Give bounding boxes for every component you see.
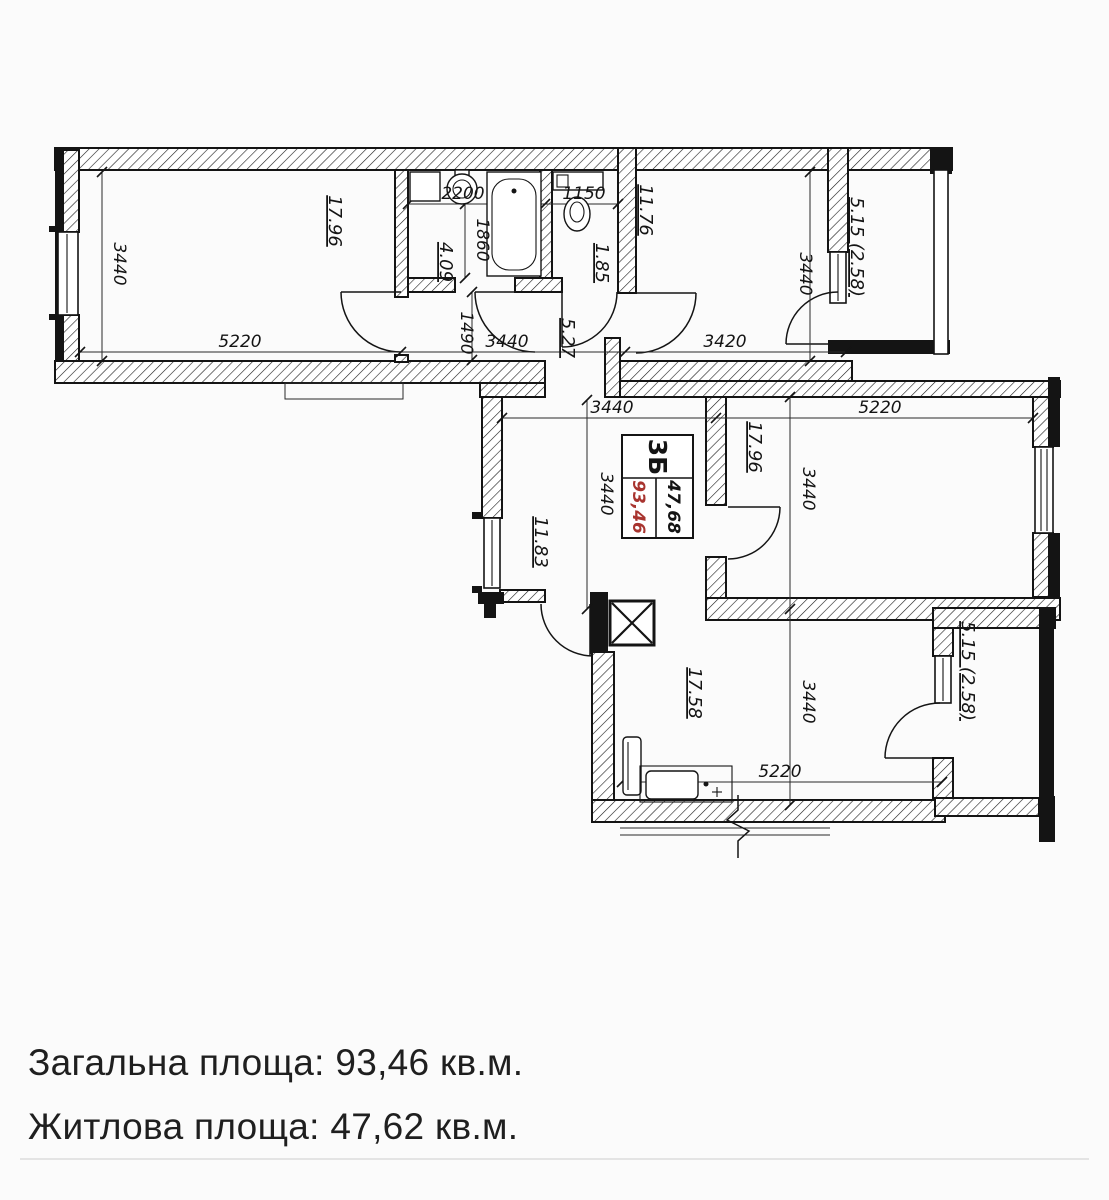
label-hall-area: 11.83 [530, 516, 551, 568]
vent-shaft [610, 601, 654, 645]
dim-bath-width: 2200 [441, 184, 485, 204]
dim-room1-width: 5220 [218, 332, 262, 352]
footer-divider [20, 1158, 1089, 1160]
label-balcony1-area: 5.15 (2.58) [846, 197, 867, 297]
label-room3-area: 17.96 [744, 421, 765, 473]
dim-room2-width: 3420 [703, 332, 747, 352]
dim-corridor-height: 1490 [456, 311, 476, 355]
label-room2-area: 11.76 [635, 184, 656, 236]
dim-room1-height: 3440 [109, 242, 129, 286]
window-balcony2-block [935, 656, 951, 703]
door-room3 [728, 507, 780, 559]
bathtub [487, 172, 541, 276]
kitchen-sink [640, 766, 732, 802]
dim-wc-width: 1150 [562, 184, 606, 204]
label-balcony2-area: 5.15 (2.58) [957, 621, 978, 721]
dim-room2-height: 3440 [795, 252, 815, 296]
label-room1-area: 17.96 [324, 195, 345, 247]
label-bath-area: 4.09 [435, 241, 456, 283]
washing-machine [410, 172, 440, 201]
stamp-apartment-type: 3Б [643, 438, 672, 476]
dimension-lines [75, 167, 1038, 810]
dim-kitchen-width: 5220 [758, 762, 802, 782]
stamp-living-area: 47,68 [663, 480, 683, 534]
door-room2 [636, 293, 696, 353]
dim-hall-height: 3440 [596, 472, 616, 516]
dim-corridor-width: 3440 [485, 332, 529, 352]
walls [49, 148, 1060, 858]
stamp [622, 435, 693, 538]
window-room1 [58, 232, 78, 315]
dim-room3-width: 5220 [858, 398, 902, 418]
windows [58, 232, 1053, 703]
dim-kitchen-height: 3440 [798, 680, 818, 724]
total-area-text: Загальна площа: 93,46 кв.м. [28, 1042, 524, 1083]
door-room1 [341, 292, 401, 352]
dim-bath-height: 1860 [472, 218, 492, 262]
window-balcony1-block [830, 252, 846, 303]
label-kitchen-area: 17.58 [684, 667, 705, 719]
stamp-total-area: 93,46 [628, 480, 648, 534]
dim-hall-width: 3440 [590, 398, 634, 418]
window-hall [484, 518, 500, 588]
living-area-text: Житлова площа: 47,62 кв.м. [28, 1106, 519, 1147]
label-corridor-area: 5.27 [557, 317, 578, 359]
boiler [623, 737, 641, 795]
door-balcony2 [885, 703, 940, 758]
label-wc-area: 1.85 [591, 242, 612, 284]
window-room3 [1035, 447, 1053, 533]
dim-room3-height: 3440 [798, 467, 818, 511]
